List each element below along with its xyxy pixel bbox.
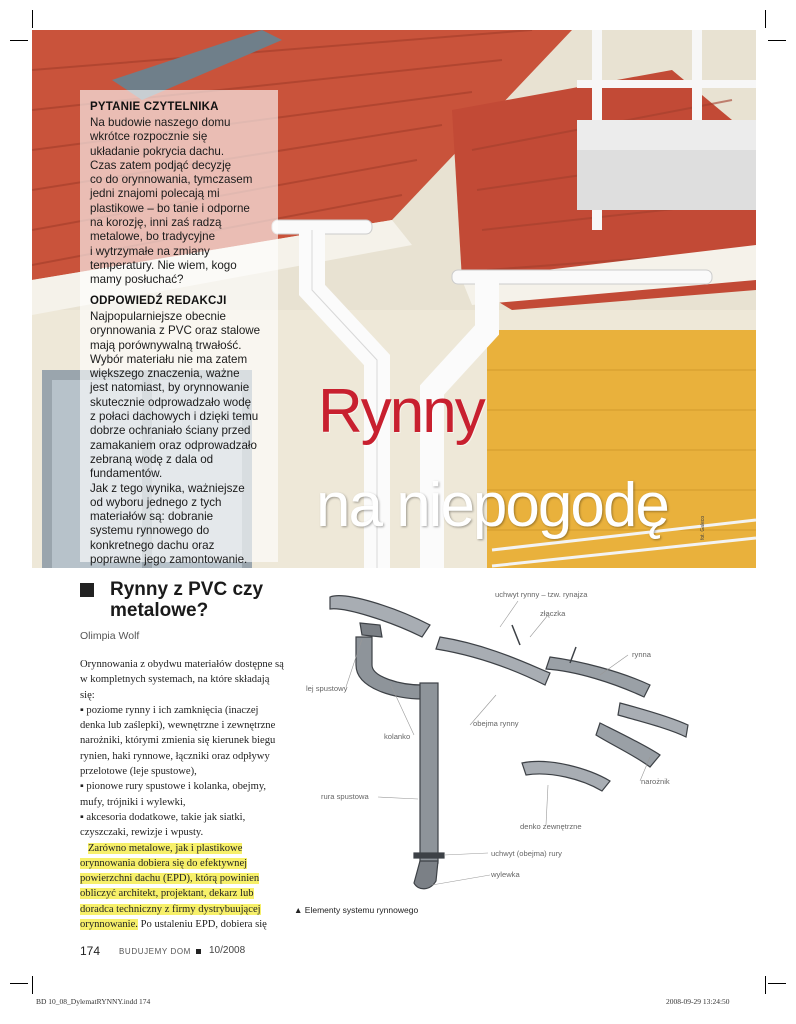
crop-mark [768, 983, 786, 984]
crop-mark [32, 976, 33, 994]
label-pipe-clamp: uchwyt (obejma) rury [491, 849, 562, 858]
editor-answer-heading: ODPOWIEDŹ REDAKCJI [90, 295, 227, 307]
body-bullet: ▪ pionowe rury spustowe i kolanka, obejmy, mufy, trójniki i wylewki, [80, 781, 267, 808]
body-bullet: ▪ poziome rynny i ich zamknięcia (inaczej denka lub zaślepki), wewnętrzne i zewnętrzne narożniki, którymi zmienia się kierunek biegu rynien, haki rynnowe, łączniki oraz odpływy przelotowe (leje spustowe), [80, 704, 276, 778]
print-slug-date: 2008-09-29 13:24:50 [666, 997, 730, 1006]
crop-mark [765, 976, 766, 994]
section-title: Rynny z PVC czy metalowe? [110, 579, 264, 621]
label-elbow: kolanko [384, 732, 411, 741]
crop-mark [10, 40, 28, 41]
print-slug-file: BD 10_08_DylematRYNNY.indd 174 [36, 997, 151, 1006]
magazine-name: BUDUJEMY DOM [119, 947, 191, 956]
crop-mark [32, 10, 33, 28]
label-spout: wylewka [491, 870, 520, 879]
crop-mark [765, 10, 766, 28]
body-bullet: ▪ akcesoria dodatkowe, takie jak siatki, czyszczaki, rewizje i wpusty. [80, 811, 246, 839]
label-gutter: rynna [632, 650, 651, 659]
label-clamp-gutter: obejma rynny [473, 719, 519, 728]
author-name: Olimpia Wolf [80, 630, 140, 642]
article-body [80, 657, 285, 932]
gutter-system-diagram [300, 585, 740, 915]
label-outlet: lej spustowy [306, 684, 348, 693]
body-intro: Orynnowania z obydwu materiałów dostępne są w kompletnych systemach, na które składają się: [80, 659, 284, 701]
label-downpipe: rura spustowa [321, 792, 369, 801]
caption-triangle-icon: ▲ [294, 905, 303, 915]
issue-number: 10/2008 [209, 945, 246, 956]
label-corner: narożnik [641, 777, 670, 786]
editor-answer-text: Najpopularniejsze obecnie orynnowania z PVC oraz stalowe mają porównywalną trwałość. Wybór materiału nie ma zatem większego znaczenia, ważne jest natomiast, by orynnowanie skutecznie odprowadzało wodę z połaci dachowych i dzięki temu dobrze ochraniało ściany przed zamakaniem oraz odprowadzało zebraną wodę z dala od fundamentów. Jak z tego wynika, ważniejsze od wyboru jednego z tych materiałów są: dobranie systemu rynnowego do konkretnego dachu oraz poprawne jego zamontowanie. [90, 310, 261, 567]
article-title-line2: na niepogodę [316, 471, 668, 540]
article-title-line1: Rynny [318, 377, 484, 446]
reader-question-text: Na budowie naszego domu wkrótce rozpocznie się układanie pokrycia dachu. Czas zatem podjąć decyzję co do orynnowania, tymczasem jedni znajomi polecają mi plastikowe – bo tanie i odporne na korozję, inni zaś radzą metalowe, bo tradycyjne i wytrzymałe na zmiany temperatury. Nie wiem, kogo mamy posłuchać? [90, 116, 253, 287]
diagram-caption: ▲ Elementy systemu rynnowego [294, 905, 419, 915]
reader-question-heading: PYTANIE CZYTELNIKA [90, 101, 219, 113]
crop-mark [10, 983, 28, 984]
footer-separator [196, 949, 201, 954]
body-highlight-paragraph: Zarówno metalowe, jak i plastikowe orynnowania dobiera się do efektywnej powierzchni dachu (EPD), którą powinien obliczyć architekt, projektant, dekarz lub doradca techniczny z firmy dystrybuującej orynnowanie. Po ustaleniu EPD, dobiera się [80, 842, 267, 931]
highlighted-text: Zarówno metalowe, jak i plastikowe orynnowania dobiera się do efektywnej powierzchni dachu (EPD), którą powinien obliczyć architekt, projektant, dekarz lub doradca techniczny z firmy dystrybuującej orynnowanie. [80, 842, 261, 931]
page-number: 174 [80, 944, 101, 958]
crop-mark [768, 40, 786, 41]
photo-credit: fot. Galeco [700, 515, 706, 540]
label-connector: złączka [540, 609, 566, 618]
label-end-cap: denko zewnętrzne [520, 822, 582, 831]
label-hook: uchwyt rynny – tzw. rynajza [495, 590, 588, 599]
section-marker [80, 583, 94, 597]
